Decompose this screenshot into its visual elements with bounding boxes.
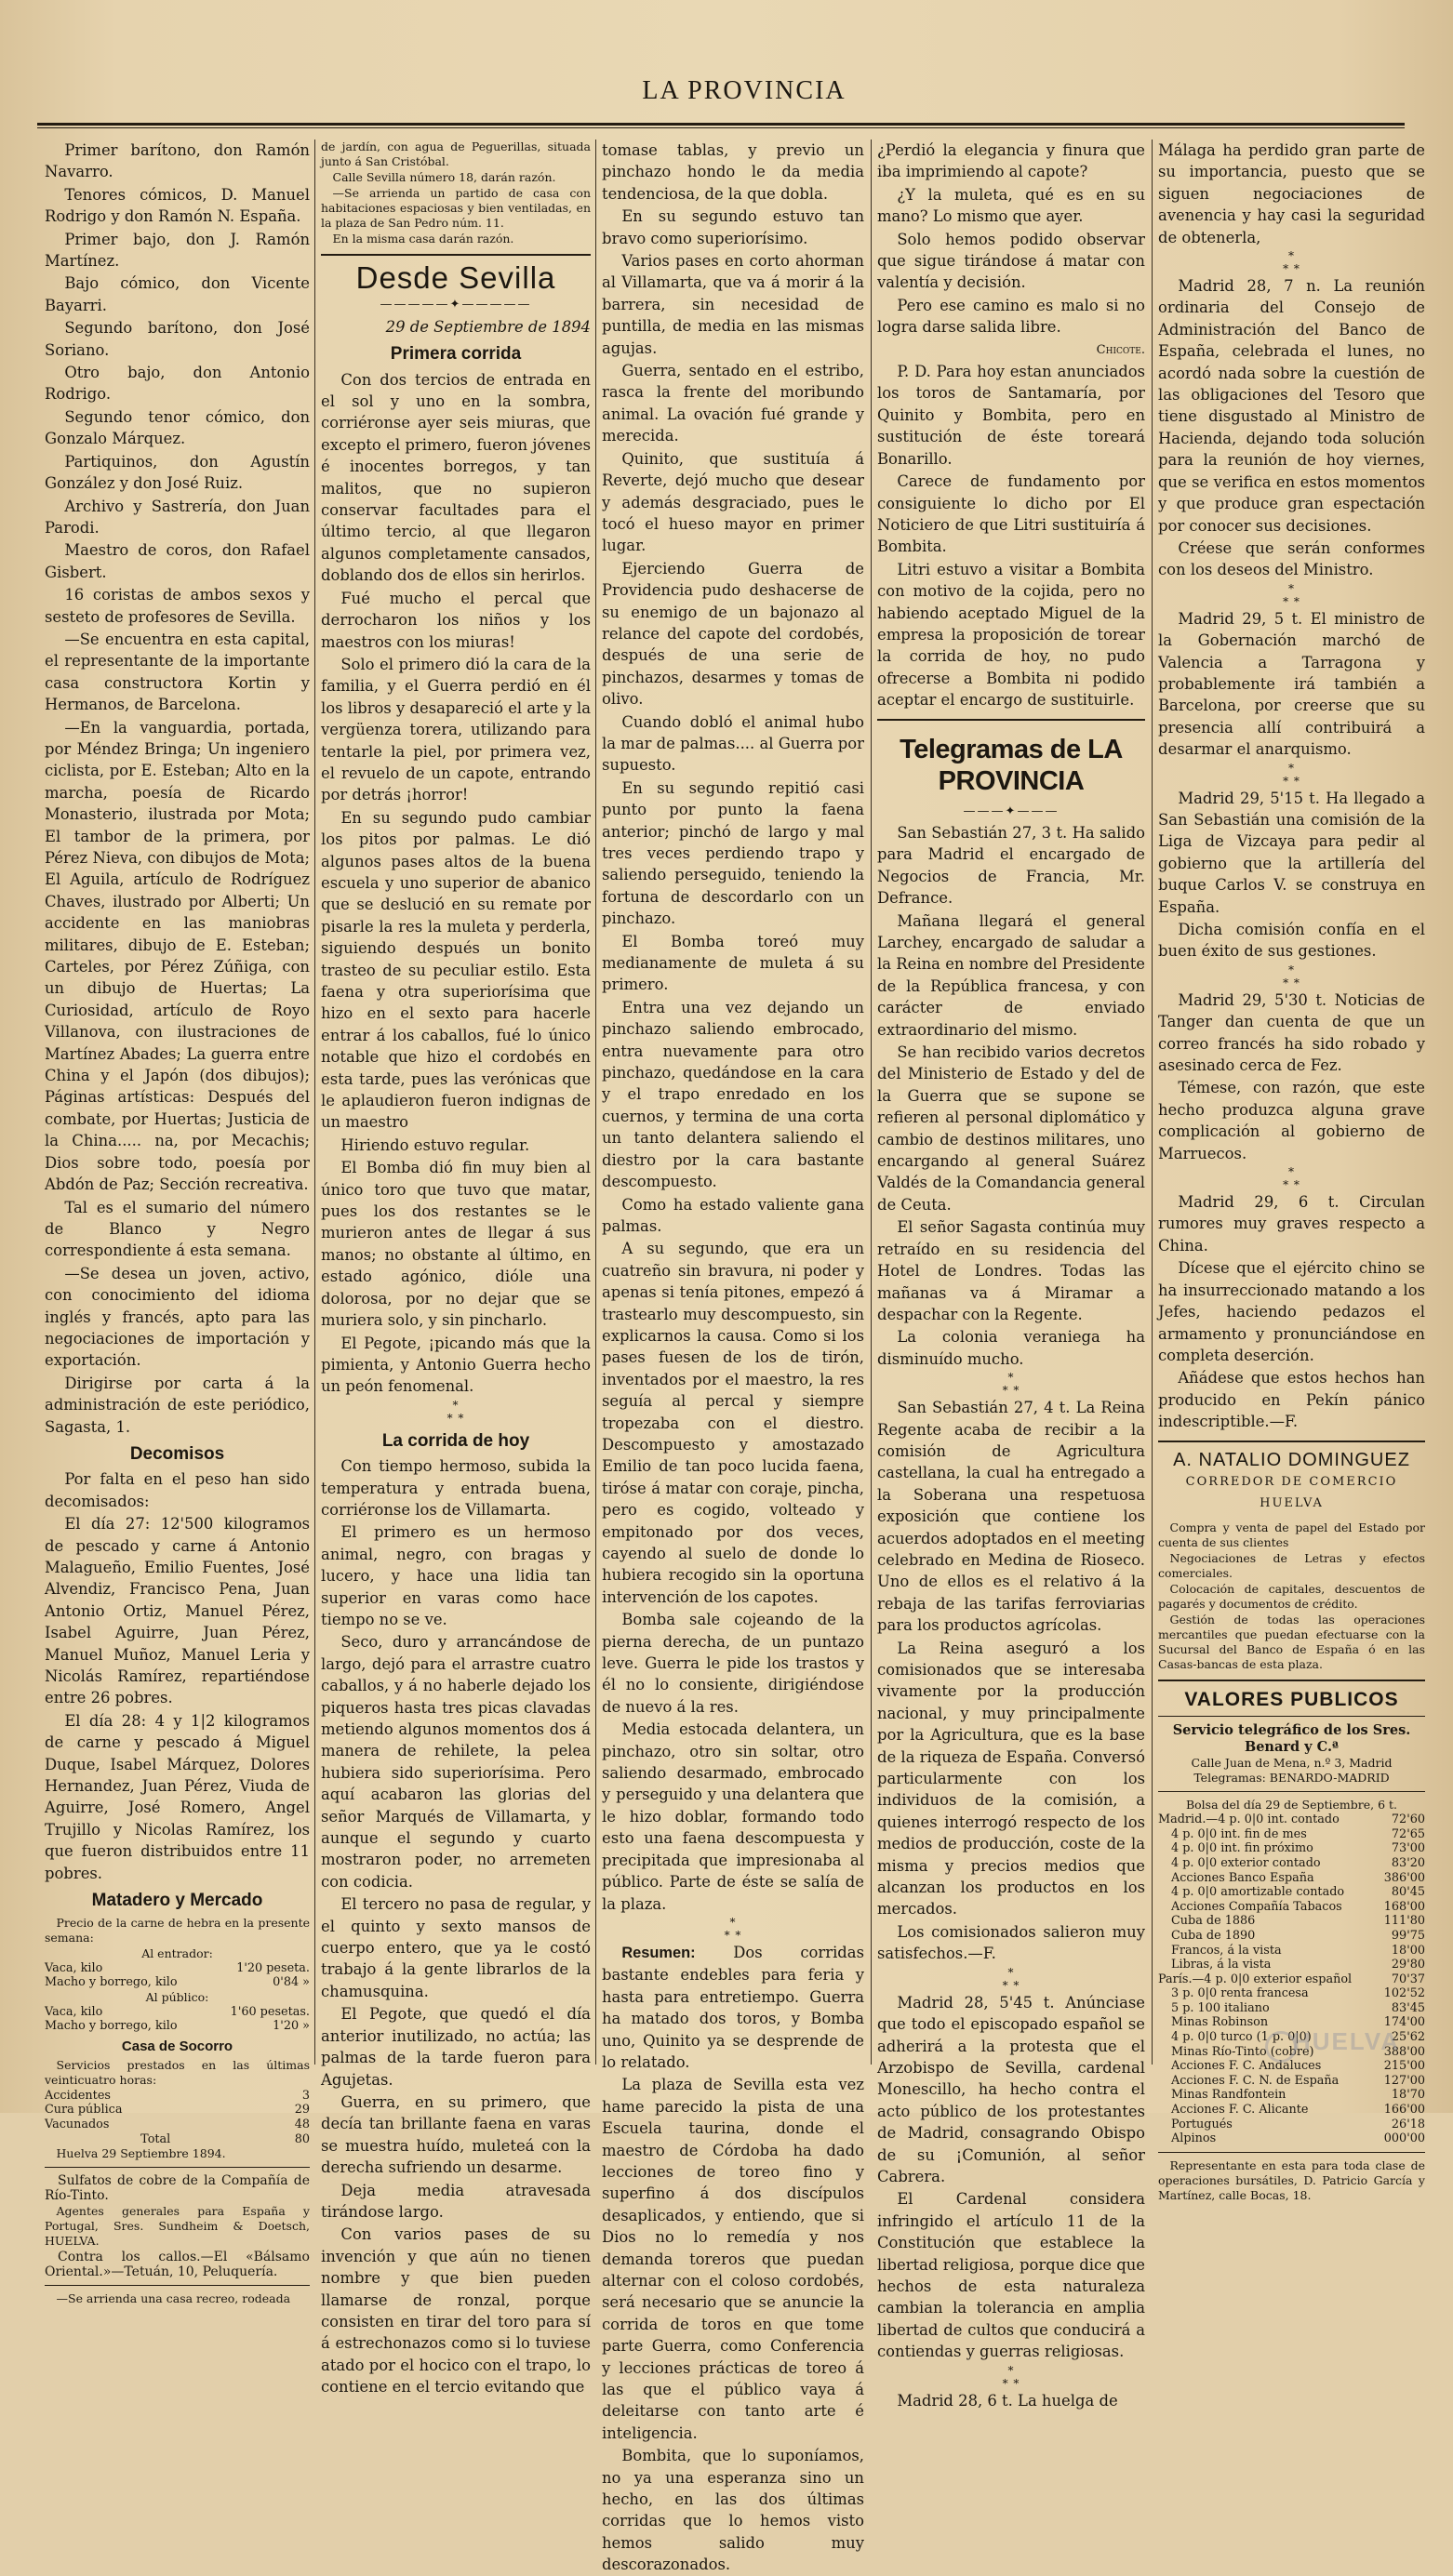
paragraph: ¿Y la muleta, qué es en su mano? Lo mismo que ayer. <box>877 185 1145 226</box>
masthead-rule-thin <box>37 127 1405 128</box>
asterism: * * * <box>724 1915 742 1942</box>
cast-item: Bajo cómico, don Vicente Bayarri. <box>45 274 310 314</box>
cast-item: Otro bajo, don Antonio Rodrigo. <box>45 364 310 404</box>
asterism: * * * <box>1283 761 1300 788</box>
telegram: El Cardenal considera infringido el artículo 11 de la Constitución que establece la libertad religiosa, porque dice que hechos de esta naturaleza cambian la tolerancia en amplia libertad de cultos que conducirá a contiendas y guerras religiosas. <box>877 2190 1145 2361</box>
asterism: * * * <box>1283 249 1300 276</box>
telegrams-title: Telegramas de LA PROVINCIA <box>900 734 1123 796</box>
paragraph: Con varios pases de su invención y que aún no tienen nombre y que bien pueden llamarse de ronzal, porque consisten en tirar del toro para sí á estrechonazos como si lo tuviese atado por el hocico con el trapo, lo contiene en el tercio evitando que <box>321 2225 591 2397</box>
socorro-intro: Servicios prestados en las últimas veinticuatro horas: <box>45 2057 310 2087</box>
ornament: ———✦——— <box>963 803 1060 818</box>
kortin-notice: —Se encuentra en esta capital, el representante de la importante casa constructora Kortin y Hermanos, de Barcelona. <box>45 630 310 714</box>
asterism: * * * <box>1002 1371 1020 1398</box>
paragraph: El primero es un hermoso animal, negro, con bragas y lucero, y hace una lidia tan superior en varas como hace tiempo no se ve. <box>321 1523 591 1628</box>
paragraph: El Bomba dió fin muy bien al único toro que tuvo que matar, pues los dos restantes se le murieron antes de llegar á sus manos; no obstante al último, en estado agónico, dióle una dolorosa, por no dejar que se muriera solo, y sin pincharlo. <box>321 1159 591 1330</box>
table-row: Cuba de 1890 99'75 <box>1171 1928 1425 1943</box>
paragraph: Guerra, en su primero, que decía tan brillante faena en varas se muestra huído, muleteá con la derecha sufriendo un desarme. <box>321 2092 591 2177</box>
watermark: HUELVA <box>1293 2027 1401 2055</box>
cast-item: Segundo barítono, don José Soriano. <box>45 319 310 359</box>
table-row: 4 p. 0|0 int. fin próximo 73'00 <box>1171 1841 1425 1856</box>
telegram: Créese que serán conformes con los deseos del Ministro. <box>1158 538 1425 579</box>
classified-line: —Se arrienda un partido de casa con habitaciones espaciosas y bien ventiladas, en la plaza de San Pedro núm. 11. <box>321 186 591 230</box>
telegram: Dicha comisión confía en el buen éxito de sus gestiones. <box>1158 921 1425 961</box>
paragraph: Con tiempo hermoso, subida la temperatura y entrada buena, corriéronse los de Villamarta. <box>321 1457 591 1519</box>
resumen-text: Dos corridas bastante endebles para feria y hasta para entretiempo. Guerra ha matado dos toros, y Bomba uno, Quinito ya se desprende de lo relatado. <box>602 1943 864 2071</box>
socorro-date: Huelva 29 Septiembre 1894. <box>56 2146 226 2161</box>
job-contact: Dirigirse por carta á la administración de este periódico, Sagasta, 1. <box>45 1374 310 1436</box>
socorro-table <box>45 2089 310 2146</box>
column-3 <box>602 139 864 2574</box>
telegram: La Reina aseguró a los comisionados que se interesaba vivamente por la producción nacional, y muy principalmente por la Agricultura, que es la base de la riqueza de España. Conversó particularmente con los individuos de la comisión, a quienes interrogó respecto de los medios de producción, coste de la misma y precios medios que alcanzan los productos en los mercados. <box>877 1639 1145 1919</box>
table-row: Vaca, kilo 1'60 pesetas. <box>45 2004 310 2019</box>
paragraph: Guerra, sentado en el estribo, rasca la frente del moribundo animal. La ovación fué grande y merecida. <box>602 362 864 445</box>
table-row: Minas Río-Tinto (cobre) 388'00 <box>1171 2044 1425 2059</box>
resumen-label: Resumen: <box>621 1944 696 1961</box>
table-row: 4 p. 0|0 int. fin de mes 72'65 <box>1171 1826 1425 1841</box>
decomisos-heading: Decomisos <box>129 1443 225 1464</box>
table-row: 4 p. 0|0 exterior contado 83'20 <box>1171 1855 1425 1870</box>
table-row: Vacunados 48 <box>45 2118 310 2132</box>
telegram: Málaga ha perdido gran parte de su importancia, puesto que se siguen negociaciones de avenencia y hay casi la seguridad de obtenerla, <box>1158 141 1425 246</box>
table-row: Cuba de 1886 111'80 <box>1171 1914 1425 1929</box>
telegram: Madrid 29, 5 t. El ministro de la Gobernación marchó de Valencia a Tarragona y probablemente irá también a Barcelona, por creerse que su presencia allí contribuirá a desarmar el anarquismo. <box>1158 609 1425 759</box>
broker-service: Compra y venta de papel del Estado por cuenta de sus clientes <box>1158 1520 1425 1549</box>
asterism: * * * <box>447 1398 465 1425</box>
divider <box>321 254 591 256</box>
matadero-heading: Matadero y Mercado <box>91 1891 263 1911</box>
watermark-logo-icon <box>1265 2031 1297 2063</box>
table-row: Libras, á la vista 29'80 <box>1171 1958 1425 1972</box>
divider <box>1158 1680 1425 1681</box>
table-row: París.—4 p. 0|0 exterior español 70'37 <box>1158 1972 1425 1986</box>
sumario-notice: Tal es el sumario del número de Blanco y Negro correspondiente á esta semana. <box>45 1198 310 1260</box>
resumen-paragraph <box>602 1942 864 2073</box>
paragraph: Solo hemos podido observar que sigue tirándose á matar con valentía y decisión. <box>877 230 1145 292</box>
entrador-prices <box>45 1961 310 1990</box>
publico-label: Al público: <box>145 1989 209 2004</box>
telegram: Mañana llegará el general Larchey, encargado de saludar a la Reina en nombre del Presidente de la República francesa, y con carácter de enviado extraordinario del mismo. <box>877 911 1145 1039</box>
asterism: * * * <box>1283 963 1300 989</box>
table-row: Acciones F. C. Andaluces 215'00 <box>1171 2059 1425 2074</box>
column-divider <box>1152 139 1153 2065</box>
bolsa-date: Bolsa del día 29 de Septiembre, 6 t. <box>1185 1798 1398 1812</box>
paragraph: tomase tablas, y previo un pinchazo hondo le da media tendenciosa, de la que dobla. <box>602 141 864 203</box>
article-title: Desde Sevilla <box>355 260 556 295</box>
paragraph: En su segundo estuvo tan bravo como superiorísimo. <box>602 207 864 247</box>
paragraph: Hiriendo estuvo regular. <box>340 1135 530 1154</box>
cast-list <box>45 139 310 628</box>
cast-item: Primer bajo, don J. Ramón Martínez. <box>45 230 310 271</box>
telegram: El señor Sagasta continúa muy retraído en su residencia del Hotel de Londres. Todas las mañanas va á Miramar a despachar con la Regente. <box>877 1218 1145 1323</box>
paragraph: Bomba sale cojeando de la pierna derecha, de un puntazo leve. Guerra le pide los trastos y él no lo consiente, dirigiéndose de nuevo á la res. <box>602 1611 864 1716</box>
telegram: Dícese que el ejército chino se ha insurreccionado matando a los Jefes, haciendo pedazos el armamento y pronunciándose en completa deserción. <box>1158 1259 1425 1364</box>
paragraph: Bombita, que lo suponíamos, no ya una esperanza sino un hecho, en las dos últimas corridas que lo hemos visto hemos salido muy descorazonados. <box>602 2447 864 2574</box>
telegram: Témese, con razón, que este hecho produzca alguna grave complicación al gobierno de Marruecos. <box>1158 1079 1425 1162</box>
paragraph: Quinito, que sustituía á Reverte, dejó mucho que desear y además desgraciado, pues le tocó el hueso mayor en primer lugar. <box>602 449 864 555</box>
table-row: Portugués 26'18 <box>1171 2117 1425 2131</box>
publico-prices <box>45 2005 310 2034</box>
divider <box>1158 1441 1425 1442</box>
madrid-quotes <box>1158 1812 1425 1972</box>
broker-name: A. NATALIO DOMINGUEZ <box>1173 1449 1410 1470</box>
classified-line: Calle Sevilla número 18, darán razón. <box>332 170 556 184</box>
decomisos-27: El día 27: 12'500 kilogramos de pescado y carne á Antonio Malagueño, Emilio Fuentes, José Alvendiz, Francisco Pena, Juan Antonio Ortiz, Manuel Pérez, Isabel Aguirre, Juan Pérez, Manuel Muñoz, Manuel Leria y Nicolás Ramírez, repartiéndose entre 26 pobres. <box>45 1515 310 1707</box>
masthead: LA PROVINCIA <box>642 76 846 105</box>
paragraph: El Bomba toreó muy medianamente de muleta á su primero. <box>602 932 864 994</box>
table-row: Macho y borrego, kilo 1'20 » <box>45 2019 310 2034</box>
table-row: Accidentes 3 <box>45 2088 310 2103</box>
table-row: Acciones F. C. N. de España 127'00 <box>1171 2073 1425 2088</box>
paragraph: Con dos tercios de entrada en el sol y uno en la sombra, corriéronse ayer seis miuras, que excepto el primero, fueron jóvenes é inocentes borregos, y tan malitos, que no supieron conservar facultades para el último tercio, al que llegaron algunos completamente cansados, doblando dos de ellos sin herirlos. <box>321 370 591 585</box>
table-row: Vaca, kilo 1'20 peseta. <box>45 1960 310 1975</box>
paragraph: Varios pases en corto ahorman al Villamarta, que va á morir á la barrera, sin necesidad de puntilla, de media en las mismas agujas. <box>602 252 864 357</box>
broker-title: CORREDOR DE COMERCIO <box>1185 1474 1398 1489</box>
signature: Chicote. <box>1096 342 1145 357</box>
cast-item: Maestro de coros, don Rafael Gisbert. <box>45 541 310 581</box>
table-row: Macho y borrego, kilo 0'84 » <box>45 1975 310 1990</box>
total-row: Total 80 <box>140 2131 310 2146</box>
paragraph: Seco, duro y arrancándose de largo, dejó para el arrastre cuatro caballos, y á no haberle dejado los piqueros hasta tres picas clavadas metiendo algunos momentos dos á manera de rehilete, la pelea hubiera sido superiorísima. Pero aquí acabaron las glorias del señor Marqués de Villamarta, y aunque el segundo y cuarto mostraron poder, no arremeten con codicia. <box>321 1633 591 1891</box>
telegram: Los comisionados salieron muy satisfechos.—F. <box>877 1922 1145 1963</box>
divider <box>877 719 1145 721</box>
divider <box>1158 1716 1425 1717</box>
asterism: * * * <box>1283 1165 1300 1192</box>
article-date: 29 de Septiembre de 1894 <box>385 317 591 336</box>
paragraph: Entra una vez dejando un pinchazo saliendo embrocado, entra nuevamente para otro pinchazo, quedándose en la cara y el trapo enredado en los cuernos, y termina de una corta un tanto delantera saliendo el diestro por la cara bastante descompuesto. <box>602 998 864 1191</box>
broker-service: Gestión de todas las operaciones mercantiles que puedan efectuarse con la Sucursal del Banco de España ó en las Casas-bancas de esta plaza. <box>1158 1612 1425 1671</box>
column-4 <box>877 139 1145 2410</box>
decomisos-28: El día 28: 4 y 1|2 kilogramos de carne y pescado á Miguel Duque, Isabel Márquez, Dolores Hernandez, Juan Pérez, Viuda de Aguirre, José Romero, Angel Trujillo y Nicolas Ramírez, los que fueron distribuidos entre 11 pobres. <box>45 1711 310 1882</box>
paragraph: Pero ese camino es malo si no logra darse salida libre. <box>877 296 1145 337</box>
paragraph: Solo el primero dió la cara de la familia, y el Guerra perdió en él los libros y desapareció el arte y la vergüenza torera, utilizando para tentarle la piel, por primera vez, el revuelo de un capote, entrando por detrás ¡horror! <box>321 655 591 804</box>
paragraph: El tercero no pasa de regular, y el quinto y sexto mansos de cuerpo entero, que ya le costó trabajo á la gente librarlos de la chamusquina. <box>321 1895 591 2000</box>
representante-note: Representante en esta para toda clase de operaciones bursátiles, D. Patricio García y Martínez, calle Bocas, 18. <box>1158 2158 1425 2202</box>
agentes-ad: Agentes generales para España y Portugal, Sres. Sundheim & Doetsch, HUELVA. <box>45 2204 310 2249</box>
valores-address: Calle Juan de Mena, n.º 3, Madrid <box>1191 1756 1393 1771</box>
cast-item: Partiquinos, don Agustín González y don José Ruiz. <box>45 452 310 493</box>
telegram: Madrid 29, 5'30 t. Noticias de Tanger dan cuenta de que un correo francés ha sido robado y asesinado cerca de Fez. <box>1158 990 1425 1075</box>
paragraph: El Pegote, ¡picando más que la pimienta, y Antonio Guerra hecho un peón fenomenal. <box>321 1334 591 1396</box>
valores-title: VALORES PUBLICOS <box>1184 1688 1399 1710</box>
valores-telegrams: Telegramas: BENARDO-MADRID <box>1193 1771 1390 1786</box>
matadero-intro: Precio de la carne de hebra en la presente semana: <box>45 1915 310 1945</box>
table-row: 4 p. 0|0 amortizable contado 80'45 <box>1171 1885 1425 1900</box>
cast-item: Tenores cómicos, D. Manuel Rodrigo y don Ramón N. España. <box>45 185 310 226</box>
paragraph: Media estocada delantera, un pinchazo, otro sin soltar, otro saliendo desarmado, embrocado y perseguido y una delantera que le hizo doblar, formando todo esto una faena descompuesta y precipitada que impresionaba al público. Parte de éste se salía de la plaza. <box>602 1720 864 1913</box>
table-row: 4 p. 0|0 turco (1 p. 0|0) 25'62 <box>1171 2030 1425 2045</box>
sulfatos-ad: Sulfatos de cobre de la Compañía de Río-Tinto. <box>45 2173 310 2204</box>
table-row: 5 p. 100 italiano 83'45 <box>1171 2000 1425 2015</box>
telegram: Madrid 28, 6 t. La huelga de <box>897 2391 1118 2410</box>
paragraph: A su segundo, que era un cuatreño sin bravura, ni poder y apenas si tenía pitones, empezó á trastearlo muy descompuesto, sin explicarnos la causa. Como si los pases fuesen de los de tirón, inventados por el maestro, la res seguía al percal y siempre tropezaba con el diestro. Descompuesto y amostazado Emilio de tan poco lucida faena, tiróse á matar con coraje, pincha, pero es cogido, volteado y empitonado por dos veces, cayendo al suelo de donde lo hubiera recogido sin la oportuna intervención de los capotes. <box>602 1240 864 1606</box>
ornament: —————✦————— <box>380 298 532 312</box>
table-row: 3 p. 0|0 renta francesa 102'52 <box>1171 1986 1425 2001</box>
table-row: Madrid.—4 p. 0|0 int. contado 72'60 <box>1158 1812 1425 1827</box>
paragraph: La plaza de Sevilla esta vez hame parecido la pista de una Escuela taurina, donde el maestro de Córdoba ha dado lecciones de toreo fino y superfino á dos discípulos desaplicados, y entiendo, que si Dios no lo remedía y nos demanda toreros que puedan alternar con el coloso cordobés, será necesario que se anuncie la corrida de toros en que tome parte Guerra, como Conferencia y lecciones prácticas de toreo á las que el público vaya á deleitarse con tanto arte é inteligencia. <box>602 2076 864 2442</box>
arrienda-ad: —Se arrienda una casa recreo, rodeada <box>56 2291 291 2306</box>
paragraph: Fué mucho el percal que derrocharon los niños y los maestros con los miuras! <box>321 589 591 651</box>
column-1 <box>45 139 310 2306</box>
table-row: Acciones Banco España 386'00 <box>1171 1870 1425 1885</box>
section-heading: La corrida de hoy <box>381 1430 530 1451</box>
cast-item: Archivo y Sastrería, don Juan Parodi. <box>45 497 310 537</box>
telegram: San Sebastián 27, 4 t. La Reina Regente acaba de recibir a la comisión de Agricultura castellana, la cual ha entregado a la Soberana una respetuosa exposición que contiene los acuerdos adoptados en el meeting celebrado en Medina de Rioseco. Uno de ellos es el relativo á la rebaja de las tarifas ferroviarias para los productos agrícolas. <box>877 1399 1145 1635</box>
section-heading: Primera corrida <box>390 344 522 365</box>
paragraph: P. D. Para hoy estan anunciados los toros de Santamaría, por Quinito y Bombita, pero en sustitución de éste toreará Bonarillo. <box>877 363 1145 468</box>
decomisos-intro: Por falta en el peso han sido decomisados: <box>45 1470 310 1510</box>
table-row: Alpinos 000'00 <box>1171 2131 1425 2146</box>
vanguardia-notice: —En la vanguardia, portada, por Méndez Bringa; Un ingeniero ciclista, por E. Esteban; Alto en la marcha, poesía de Ricardo Monasterio, ilustrada por Mota; El tambor de la primera, por Pérez Nieva, con dibujos de Mota; El Aguila, artículo de Rodríguez Chaves, ilustrado por Alberti; Un accidente en las maniobras militares, dibujo de E. Esteban; Carteles, por Pérez Zúñiga, con un dibujo de Huertas; La Curiosidad, artículo de Royo Villanova, con ilustraciones de Martínez Abades; La guerra entre China y el Japón (dos dibujos); Páginas artísticas: Después del combate, por Huertas; Justicia de la China..... na, por Mecachis; Dios sobre todo, poesía por Abdón de Paz; Sección recreativa. <box>45 718 310 1194</box>
paragraph: Como ha estado valiente gana palmas. <box>602 1195 864 1235</box>
table-row: Acciones Compañía Tabacos 168'00 <box>1171 1899 1425 1914</box>
paragraph: Ejerciendo Guerra de Providencia pudo deshacerse de su enemigo de un bajonazo al relance del capote del cordobés, después de una serie de pinchazos, desarmes y tomas de olivo. <box>602 559 864 709</box>
telegram: Madrid 28, 7 n. La reunión ordinaria del Consejo de Administración del Banco de España, celebrada el lunes, no acordó nada sobre la cuestión de las obligaciones del Tesoro que tiene disgustado al Ministro de Hacienda, dejando toda solución para la reunión de hoy viernes, que se verifica en estos momentos y que produce gran espectación por conocer sus decisiones. <box>1158 277 1425 535</box>
table-row: Acciones F. C. Alicante 166'00 <box>1171 2103 1425 2118</box>
divider <box>1158 2152 1425 2153</box>
telegram: Añádese que estos hechos han producido en Pekín pánico indescriptible.—F. <box>1158 1369 1425 1431</box>
masthead-rule <box>37 123 1405 126</box>
broker-service: Colocación de capitales, descuentos de pagarés y documentos de crédito. <box>1158 1581 1425 1611</box>
column-divider <box>871 139 872 2065</box>
classified-line: de jardín, con agua de Peguerillas, situada junto á San Cristóbal. <box>321 139 591 168</box>
divider <box>45 2167 310 2168</box>
job-notice: —Se desea un joven, activo, con conocimiento del idioma inglés y francés, apto para las negociaciones de importación y exportación. <box>45 1264 310 1370</box>
valores-service: Servicio telegráfico de los Sres. Benard y C.ª <box>1172 1722 1411 1756</box>
telegram: La colonia veraniega ha disminuído mucho. <box>877 1328 1145 1368</box>
column-2 <box>321 139 591 2397</box>
column-divider <box>314 139 315 2065</box>
telegram: Se han recibido varios decretos del Ministerio de Estado y del de la Guerra que se supone se refieren al personal diplomático y cambio de destinos militares, uno encargando al general Suárez Valdés de la Comandancia general de Ceuta. <box>877 1043 1145 1214</box>
paragraph: El Pegote, que quedó el día anterior inutilizado, no actúa; las palmas de la tarde fueron para Agujetas. <box>321 2005 591 2089</box>
telegram: Madrid 28, 5'45 t. Anúnciase que todo el episcopado español se adherirá a la protesta que el Arzobispo de Sevilla, cardenal Monescillo, ha hecho contra el acto público de los protestantes de Madrid, consagrando Obispo de su ¡Comunión, al señor Cabrera. <box>877 1993 1145 2185</box>
paragraph: Cuando dobló el animal hubo la mar de palmas.... al Guerra por supuesto. <box>602 712 864 775</box>
telegram: San Sebastián 27, 3 t. Ha salido para Madrid el encargado de Negocios de Francia, Mr. Defrance. <box>877 823 1145 908</box>
paragraph: ¿Perdió la elegancia y finura que iba imprimiendo al capote? <box>877 141 1145 181</box>
paragraph: En su segundo pudo cambiar los pitos por palmas. Le dió algunos pases altos de la buena escuela y uno superior de abanico que se deslució en su remate por pisarle la res la muleta y perderla, siguiendo después un bonito trasteo de su peculiar estilo. Esta faena y otra superiorísima que hizo en el sexto para hacerle entrar á los caballos, fué lo único notable que hizo el cordobés en esta tarde, pues las verónicas que le aplaudieron fueron indignas de un maestro <box>321 808 591 1132</box>
cast-item: Segundo tenor cómico, don Gonzalo Márquez. <box>45 407 310 448</box>
telegram: Madrid 29, 5'15 t. Ha llegado a San Sebastián una comisión de la Liga de Vizcaya para pedir al gobierno que la artillería del buque Carlos V. se construya en España. <box>1158 789 1425 916</box>
classified-line: En la misma casa darán razón. <box>332 232 514 246</box>
paragraph: Litri estuvo a visitar a Bombita con motivo de la cojida, pero no habiendo aceptado Miguel de la empresa la proposición de torear la corrida de hoy, no pudo ofrecerse a Bombita ni podido aceptar el encargo de sustituirle. <box>877 560 1145 710</box>
asterism: * * * <box>1283 581 1300 608</box>
callos-ad: Contra los callos.—El «Bálsamo Oriental.»—Tetuán, 10, Peluquería. <box>45 2250 310 2280</box>
column-5 <box>1158 139 1425 2202</box>
broker-service: Negociaciones de Letras y efectos comerciales. <box>1158 1550 1425 1580</box>
table-row: Minas Robinson 174'00 <box>1171 2015 1425 2030</box>
divider <box>1158 1791 1425 1792</box>
column-divider <box>595 139 596 2065</box>
entrador-label: Al entrador: <box>141 1945 213 1960</box>
cast-item: Primer barítono, don Ramón Navarro. <box>45 141 310 181</box>
telegram: Madrid 29, 6 t. Circulan rumores muy graves respecto a China. <box>1158 1193 1425 1255</box>
paragraph: Deja media atravesada tirándose largo. <box>321 2181 591 2221</box>
paragraph: Carece de fundamento por consiguiente lo dicho por El Noticiero de que Litri sustituiría á Bombita. <box>877 472 1145 556</box>
cast-item: 16 coristas de ambos sexos y sesteto de profesores de Sevilla. <box>45 586 310 626</box>
table-row: Minas Randfontein 18'70 <box>1171 2088 1425 2103</box>
asterism: * * * <box>1002 2363 1020 2390</box>
divider <box>45 2285 310 2286</box>
asterism: * * * <box>1002 1965 1020 1992</box>
table-row: Francos, á la vista 18'00 <box>1171 1943 1425 1958</box>
broker-city: HUELVA <box>1260 1496 1324 1511</box>
socorro-heading: Casa de Socorro <box>121 2038 233 2054</box>
table-row: Cura pública 29 <box>45 2103 310 2118</box>
paragraph: En su segundo repitió casi punto por punto la faena anterior; pinchó de largo y mal tres veces perdiendo trapo y saliendo perseguido, teniendo la fortuna de descordarlo con un pinchazo. <box>602 778 864 928</box>
